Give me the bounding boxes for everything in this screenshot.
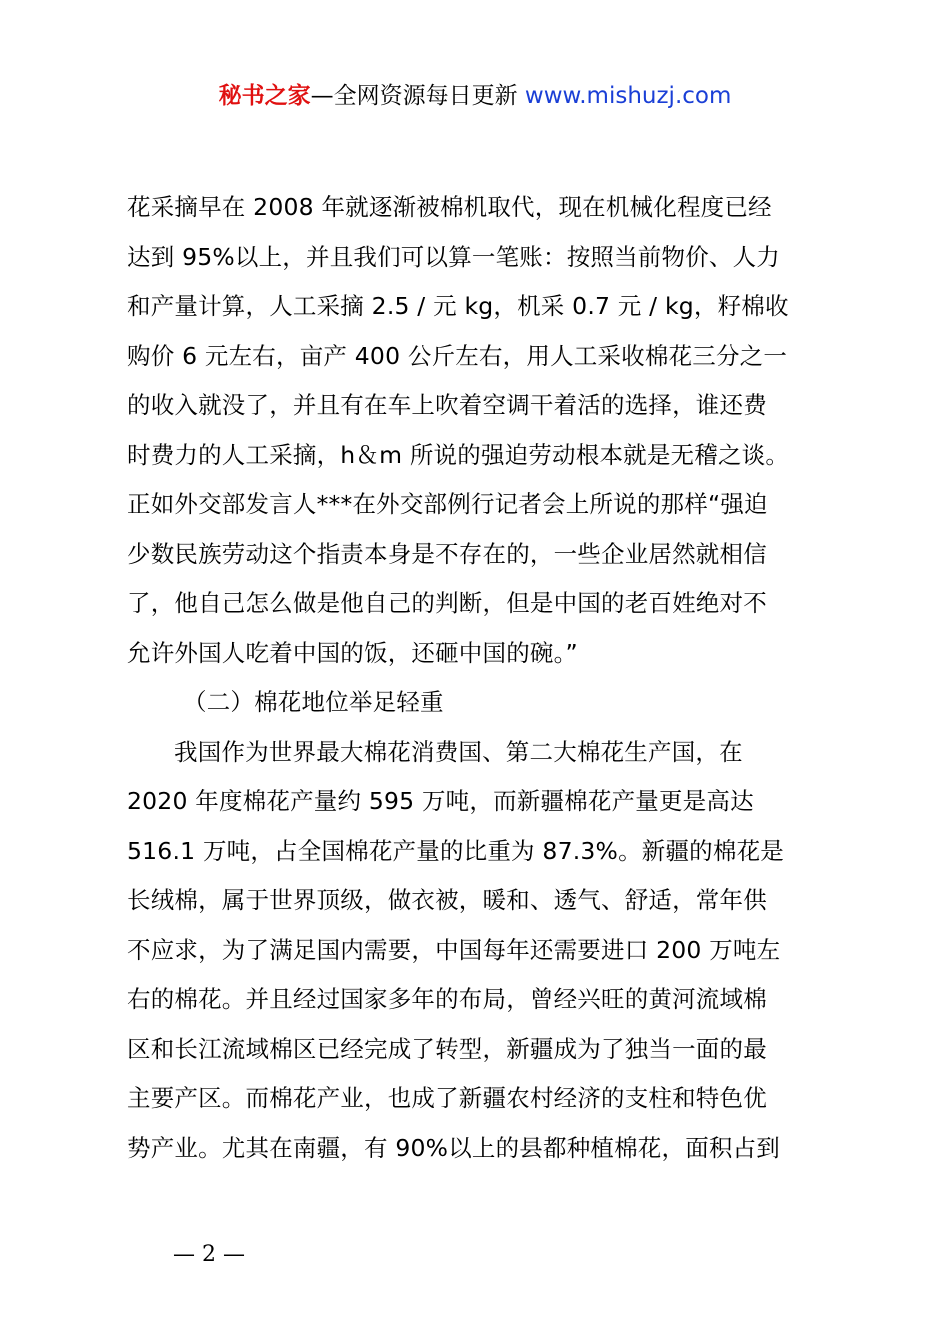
body-line: 购价 6 元左右，亩产 400 公斤左右，用人工采收棉花三分之一 (127, 341, 788, 370)
document-body (127, 183, 847, 1173)
header-tagline: —全网资源每日更新 (310, 83, 518, 109)
body-line: 时费力的人工采摘，h＆m 所说的强迫劳动根本就是无稽之谈。 (127, 440, 790, 469)
body-line: 右的棉花。并且经过国家多年的布局，曾经兴旺的黄河流域棉 (127, 985, 767, 1013)
body-line: 允许外国人吃着中国的饭，还砸中国的碗。” (127, 638, 578, 667)
site-url-link[interactable]: www.mishuzj.com (524, 83, 732, 109)
body-line: 长绒棉，属于世界顶级，做衣被，暖和、透气、舒适，常年供 (127, 886, 767, 914)
body-line: 达到 95%以上，并且我们可以算一笔账：按照当前物价、人力 (127, 242, 781, 271)
page-number: — 2 — (173, 1242, 245, 1267)
body-line: 花采摘早在 2008 年就逐渐被棉机取代，现在机械化程度已经 (127, 193, 772, 221)
body-line: 主要产区。而棉花产业，也成了新疆农村经济的支柱和特色优 (127, 1084, 767, 1112)
body-line: 的收入就没了，并且有在车上吹着空调干着活的选择，谁还费 (127, 391, 767, 419)
body-line: 和产量计算，人工采摘 2.5 / 元 kg，机采 0.7 元 / kg，籽棉收 (127, 292, 789, 320)
body-line: 正如外交部发言人***在外交部例行记者会上所说的那样“强迫 (127, 490, 768, 518)
paragraph-first-line: 我国作为世界最大棉花消费国、第二大棉花生产国，在 (174, 737, 743, 766)
brand-name: 秘书之家 (218, 83, 311, 109)
body-line: 了，他自己怎么做是他自己的判断，但是中国的老百姓绝对不 (127, 589, 767, 617)
section-heading: （二）棉花地位举足轻重 (183, 688, 444, 716)
body-line: 区和长江流域棉区已经完成了转型，新疆成为了独当一面的最 (127, 1034, 767, 1063)
body-line: 2020 年度棉花产量约 595 万吨，而新疆棉花产量更是高达 (127, 787, 754, 815)
body-line: 势产业。尤其在南疆，有 90%以上的县都种植棉花，面积占到 (127, 1133, 781, 1162)
page-header (0, 80, 950, 112)
body-line: 516.1 万吨，占全国棉花产量的比重为 87.3%。新疆的棉花是 (127, 836, 784, 865)
body-line: 少数民族劳动这个指责本身是不存在的，一些企业居然就相信 (127, 539, 767, 568)
body-line: 不应求，为了满足国内需要，中国每年还需要进口 200 万吨左 (127, 935, 781, 964)
